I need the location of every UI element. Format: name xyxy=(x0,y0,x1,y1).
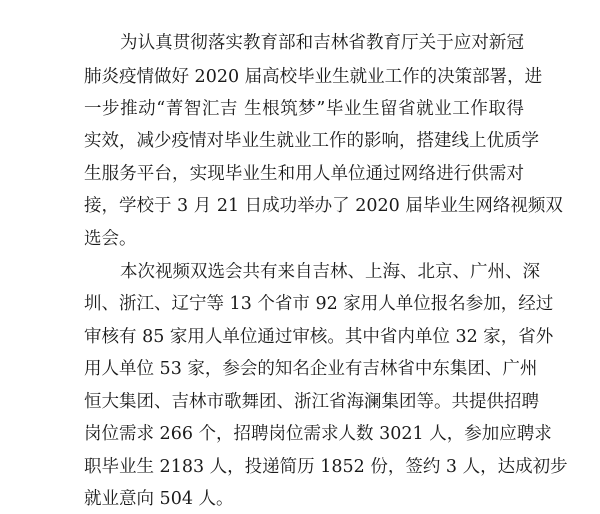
paragraph-1-line-6: 接，学校于 3 月 21 日成功举办了 2020 届毕业生网络视频双 xyxy=(84,196,563,216)
paragraph-1-line-7: 选会。 xyxy=(84,229,137,249)
paragraph-2-line-5: 恒大集团、吉林市歌舞团、浙江省海澜集团等。共提供招聘 xyxy=(84,392,539,412)
paragraph-2-line-2: 圳、浙江、辽宁等 13 个省市 92 家用人单位报名参加，经过 xyxy=(84,294,554,314)
paragraph-1-line-4: 实效，减少疫情对毕业生就业工作的影响，搭建线上优质学 xyxy=(84,131,539,151)
paragraph-2-line-3: 审核有 85 家用人单位通过审核。其中省内单位 32 家，省外 xyxy=(84,327,554,347)
paragraph-1-line-2: 肺炎疫情做好 2020 届高校毕业生就业工作的决策部署，进 xyxy=(84,67,543,87)
paragraph-2-line-6: 岗位需求 266 个，招聘岗位需求人数 3021 人，参加应聘求 xyxy=(84,424,552,444)
paragraph-1-line-1: 为认真贯彻落实教育部和吉林省教育厅关于应对新冠 xyxy=(120,33,524,53)
paragraph-1-line-5: 生服务平台，实现毕业生和用人单位通过网络进行供需对 xyxy=(84,164,524,184)
paragraph-2-line-7: 职毕业生 2183 人，投递简历 1852 份，签约 3 人，达成初步 xyxy=(84,457,568,477)
paragraph-1-line-3: 一步推动“菁智汇吉 生根筑梦”毕业生留省就业工作取得 xyxy=(84,99,524,119)
paragraph-2-line-8: 就业意向 504 人。 xyxy=(84,489,234,509)
paragraph-2-line-4: 用人单位 53 家，参会的知名企业有吉林省中东集团、广州 xyxy=(84,359,538,379)
paragraph-2-line-1: 本次视频双选会共有来自吉林、上海、北京、广州、深 xyxy=(120,262,540,282)
